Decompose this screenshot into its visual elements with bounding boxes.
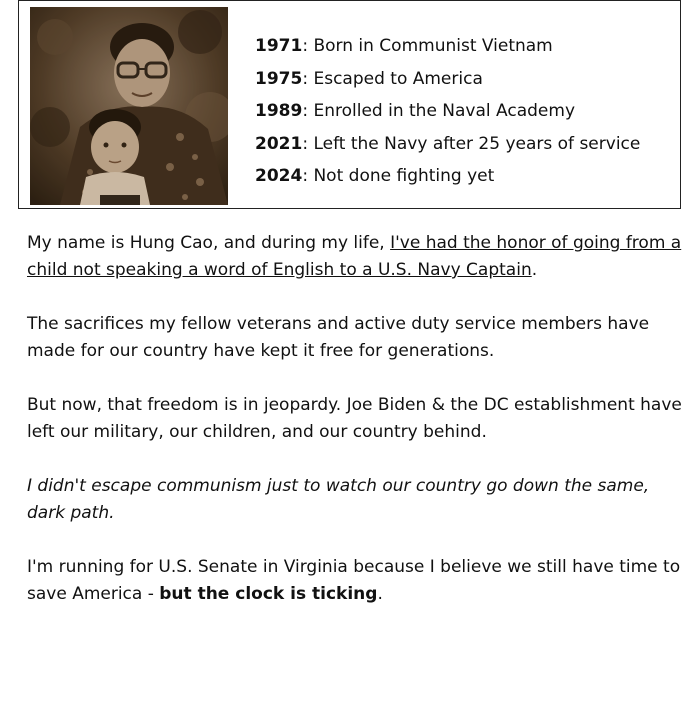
intro-text: My name is Hung Cao, and during my life, xyxy=(27,233,391,253)
timeline-sep: : xyxy=(302,166,309,186)
senate-end: . xyxy=(377,584,383,604)
senate-paragraph xyxy=(27,554,687,608)
bio-link[interactable]: I've had the honor of going from a child not speaking a word of English to a U.S. Navy Captain xyxy=(27,233,682,280)
timeline-item-2024 xyxy=(255,160,640,193)
timeline-text: Left the Navy after 25 years of service xyxy=(308,133,641,154)
timeline-sep: : xyxy=(302,101,309,121)
clock-ticking-text: but the clock is ticking xyxy=(159,584,378,604)
intro-paragraph xyxy=(27,230,687,284)
senate-text: I'm running for U.S. Senate in Virginia because I believe we still have time to save America - xyxy=(27,557,681,604)
timeline-item-1971 xyxy=(255,30,640,63)
timeline-item-2021 xyxy=(255,128,640,161)
timeline-text: Born in Communist Vietnam xyxy=(308,36,553,56)
timeline-year: 1971 xyxy=(255,36,303,56)
timeline-sep: : xyxy=(302,36,309,56)
timeline-list xyxy=(255,30,640,193)
timeline-text: Escaped to America xyxy=(308,68,483,89)
timeline-year: 2024 xyxy=(255,166,303,186)
timeline-box xyxy=(18,0,681,209)
timeline-text: Not done fighting yet xyxy=(308,166,495,186)
timeline-sep: : xyxy=(302,68,309,89)
body-text xyxy=(27,230,687,635)
timeline-item-1989 xyxy=(255,95,640,128)
sacrifices-paragraph: The sacrifices my fellow veterans and active duty service members have made for our country have kept it free for generations. xyxy=(27,314,650,361)
communism-quote: I didn't escape communism just to watch our country go down the same, dark path. xyxy=(27,476,650,523)
timeline-year: 2021 xyxy=(255,133,303,154)
family-photo xyxy=(30,7,228,205)
timeline-sep: : xyxy=(302,133,309,154)
timeline-year: 1975 xyxy=(255,68,303,89)
family-photo-image xyxy=(30,7,228,205)
jeopardy-paragraph: But now, that freedom is in jeopardy. Joe Biden & the DC establishment have left our military, our children, and our country behind. xyxy=(27,395,682,442)
timeline-year: 1989 xyxy=(255,101,303,121)
timeline-item-1975 xyxy=(255,63,640,96)
intro-end: . xyxy=(531,260,538,280)
timeline-text: Enrolled in the Naval Academy xyxy=(308,101,576,121)
